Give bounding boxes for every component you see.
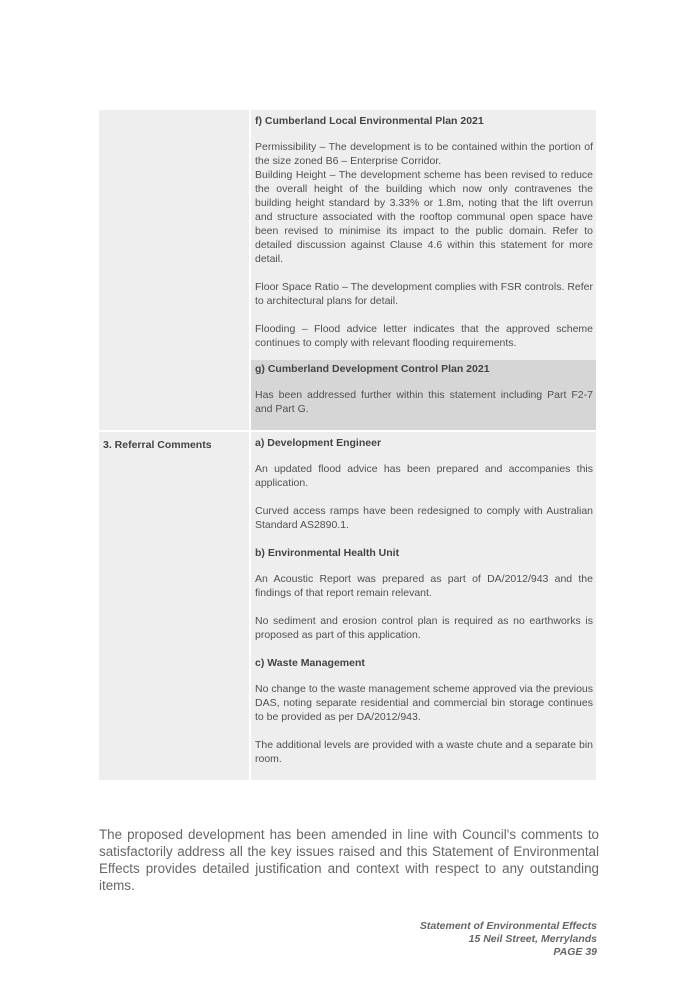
flooding-text: Flooding – Flood advice letter indicates that the approved scheme continues to comply with relevant flooding requirements. xyxy=(255,323,593,349)
footer-page-number: PAGE 39 xyxy=(553,946,597,958)
content-cell-dcp xyxy=(251,360,596,430)
health-heading: b) Environmental Health Unit xyxy=(255,547,400,559)
table-row xyxy=(99,430,596,780)
waste-heading: c) Waste Management xyxy=(255,657,365,669)
footer-address: 15 Neil Street, Merrylands xyxy=(468,933,597,945)
permissibility-text: Permissibility – The development is to be contained within the portion of the size zoned B6 – Enterprise Corridor. xyxy=(255,141,593,167)
engineer-text-1: An updated flood advice has been prepared and accompanies this application. xyxy=(255,463,593,489)
waste-text-2: The additional levels are provided with a waste chute and a separate bin room. xyxy=(255,739,593,765)
assessment-table xyxy=(99,110,596,780)
table-row xyxy=(99,110,596,360)
label-cell-empty xyxy=(99,110,249,360)
label-cell-empty xyxy=(99,360,249,430)
page-footer xyxy=(420,920,597,959)
content-cell-lep xyxy=(251,110,596,360)
content-cell-referral xyxy=(251,430,596,780)
dcp-heading: g) Cumberland Development Control Plan 2021 xyxy=(255,363,490,375)
dcp-text: Has been addressed further within this statement including Part F2-7 and Part G. xyxy=(255,389,593,415)
building-height-text: Building Height – The development scheme has been revised to reduce the overall height of the building which now only contravenes the building height standard by 3.33% or 1.8m, noting that the lift overrun and structure associated with the rooftop communal open space have been revised to minimise its impact to the public domain. Refer to detailed discussion against Clause 4.6 within this statement for more detail. xyxy=(255,169,593,265)
health-text-2: No sediment and erosion control plan is required as no earthworks is proposed as part of this application. xyxy=(255,615,593,641)
table-row xyxy=(99,360,596,430)
conclusion-paragraph: The proposed development has been amended in line with Council's comments to satisfactorily address all the key issues raised and this Statement of Environmental Effects provides detailed justification and context with respect to any outstanding items. xyxy=(99,827,599,893)
engineer-text-2: Curved access ramps have been redesigned to comply with Australian Standard AS2890.1. xyxy=(255,505,593,531)
health-text-1: An Acoustic Report was prepared as part of DA/2012/943 and the findings of that report remain relevant. xyxy=(255,573,593,599)
waste-text-1: No change to the waste management scheme approved via the previous DAS, noting separate residential and commercial bin storage continues to be provided as per DA/2012/943. xyxy=(255,683,593,723)
footer-document-title: Statement of Environmental Effects xyxy=(419,920,597,932)
fsr-text: Floor Space Ratio – The development complies with FSR controls. Refer to architectural plans for detail. xyxy=(255,281,593,307)
label-cell-referral xyxy=(99,430,249,780)
lep-heading: f) Cumberland Local Environmental Plan 2021 xyxy=(255,115,484,127)
engineer-heading: a) Development Engineer xyxy=(255,437,382,449)
referral-label: 3. Referral Comments xyxy=(103,439,212,451)
